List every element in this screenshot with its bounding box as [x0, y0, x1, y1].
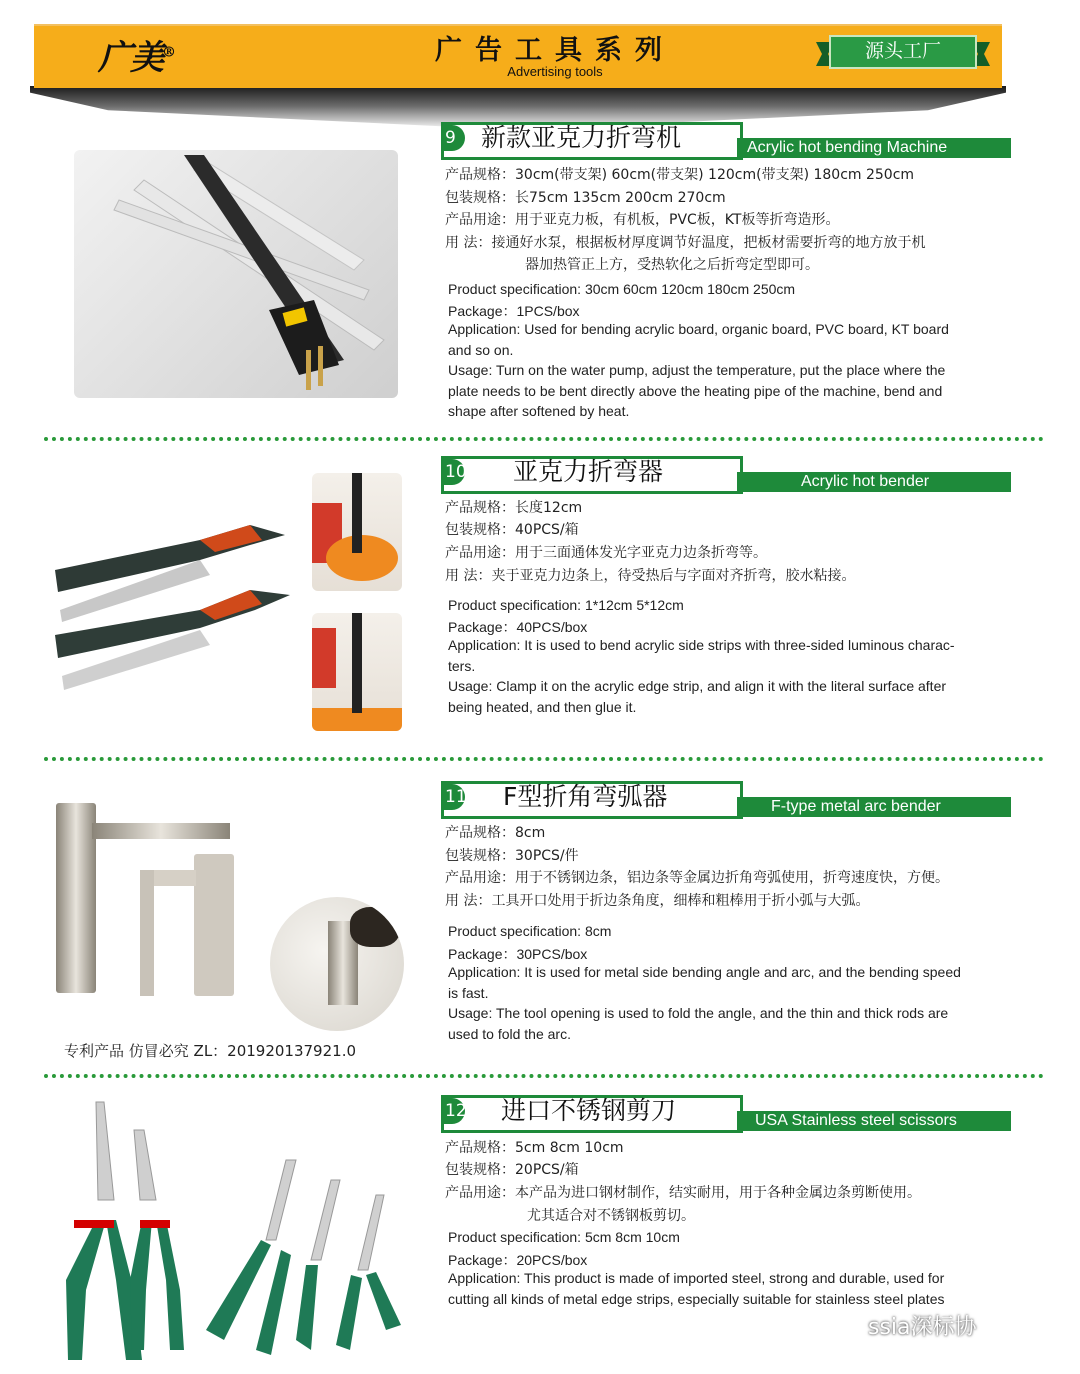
section-title-cn: F型折角弯弧器 — [503, 782, 668, 811]
series-title-cn: 广告工具系列 — [435, 35, 675, 66]
spec-line: 产品规格：8cm — [445, 825, 546, 841]
english-line: Usage: Turn on the water pump, adjust the temperature, put the place where the — [448, 362, 946, 378]
english-line: Product specification: 30cm 60cm 120cm 180cm 250cm — [448, 281, 796, 297]
english-line: is fast. — [448, 985, 489, 1001]
dotted-divider — [44, 1074, 1044, 1078]
patent-note: 专利产品 仿冒必究 ZL：201920137921.0 — [64, 1042, 357, 1060]
product-image-bending-machine — [74, 150, 398, 398]
bender-tool — [352, 613, 362, 713]
orange-cylinder — [326, 535, 398, 581]
english-line: ters. — [448, 658, 476, 674]
english-line: Product specification: 1*12cm 5*12cm — [448, 597, 684, 613]
section-title-cn: 新款亚克力折弯机 — [481, 123, 682, 152]
spec-line: 产品用途：用于不锈钢边条，铝边条等金属边折角弯弧使用，折弯速度快，方便。 — [445, 870, 949, 886]
dotted-divider — [44, 757, 1044, 761]
section-title-cn: 进口不锈钢剪刀 — [501, 1096, 677, 1125]
red-letter-block — [312, 628, 336, 688]
hand-shape — [350, 907, 400, 947]
usage-photo-arc-bender — [270, 897, 404, 1031]
spec-line: 产品用途：本产品为进口钢材制作，结实耐用，用于各种金属边条剪断使用。 — [445, 1185, 921, 1201]
spec-line: 用 法：工具开口处用于折边条角度，细棒和粗棒用于折小弧与大弧。 — [445, 893, 870, 909]
english-line: shape after softened by heat. — [448, 403, 630, 419]
section-number: 12 — [444, 1098, 465, 1124]
spec-line: 产品用途：用于三面通体发光字亚克力边条折弯等。 — [445, 545, 767, 561]
usage-photo-1 — [312, 473, 402, 591]
english-line: Package：1PCS/box — [448, 303, 580, 319]
section-number: 10 — [444, 459, 465, 485]
english-line: being heated, and then glue it. — [448, 699, 637, 715]
spec-line: 用 法：接通好水泵，根据板材厚度调节好温度，把板材需要折弯的地方放于机 — [445, 235, 926, 251]
english-line: Product specification: 8cm — [448, 923, 612, 939]
english-line: Package：40PCS/box — [448, 619, 588, 635]
spec-line: 包装规格：20PCS/箱 — [445, 1162, 579, 1178]
logo-text: 广美 — [98, 38, 162, 78]
dotted-divider — [44, 437, 1044, 441]
english-line: used to fold the arc. — [448, 1026, 571, 1042]
spec-line: 产品规格：5cm 8cm 10cm — [445, 1140, 624, 1156]
spec-line: 产品规格：30cm(带支架) 60cm(带支架) 120cm(带支架) 180cm 250cm — [445, 167, 915, 183]
bending-machine-illustration — [74, 150, 398, 398]
spec-line: 产品用途：用于亚克力板，有机板，PVC板，KT板等折弯造形。 — [445, 212, 840, 228]
spec-line: 器加热管正上方，受热软化之后折弯定型即可。 — [525, 257, 819, 273]
section-title-cn: 亚克力折弯器 — [513, 457, 664, 486]
section-12-heading — [441, 1095, 1013, 1129]
english-line: Package：20PCS/box — [448, 1252, 588, 1268]
product-image-scissors — [56, 1100, 426, 1370]
section-title-en: F-type metal arc bender — [771, 798, 941, 815]
series-title-en: Advertising tools — [507, 64, 603, 79]
section-9-heading — [441, 122, 1013, 156]
spec-line: 包装规格：长75cm 135cm 200cm 270cm — [445, 190, 726, 206]
english-line: Application: Used for bending acrylic board, organic board, PVC board, KT board — [448, 321, 949, 337]
english-line: Application: It is used to bend acrylic side strips with three-sided luminous charac- — [448, 637, 955, 653]
bender-tool — [352, 473, 362, 553]
english-line: Application: This product is made of imported steel, strong and durable, used for — [448, 1270, 945, 1286]
brand-logo — [98, 30, 174, 79]
registered-mark: ® — [162, 44, 174, 61]
spec-line: 产品规格：长度12cm — [445, 500, 583, 516]
english-line: Usage: The tool opening is used to fold the angle, and the thin and thick rods are — [448, 1005, 949, 1021]
english-line: Package：30PCS/box — [448, 946, 588, 962]
english-line: Application: It is used for metal side bending angle and arc, and the bending speed — [448, 964, 961, 980]
spec-line: 包装规格：40PCS/箱 — [445, 522, 579, 538]
section-number: 11 — [444, 784, 465, 810]
wechat-icon — [836, 1308, 868, 1334]
section-11-heading — [441, 781, 1013, 815]
section-title-en: USA Stainless steel scissors — [755, 1112, 957, 1129]
source-factory-badge: 源头工厂 — [864, 40, 941, 62]
section-title-en: Acrylic hot bending Machine — [747, 139, 948, 156]
english-line: Product specification: 5cm 8cm 10cm — [448, 1229, 680, 1245]
english-line: cutting all kinds of metal edge strips, especially suitable for stainless steel plates — [448, 1291, 945, 1307]
spec-line: 用 法：夹于亚克力边条上，待受热后与字面对齐折弯，胶水粘接。 — [445, 568, 856, 584]
section-title-en: Acrylic hot bender — [801, 473, 930, 490]
product-image-hot-bender — [50, 500, 300, 700]
english-line: Usage: Clamp it on the acrylic edge strip, and align it with the literal surface after — [448, 678, 947, 694]
product-image-arc-bender-2 — [136, 850, 266, 1000]
usage-photo-2 — [312, 613, 402, 731]
spec-line: 尤其适合对不锈钢板剪切。 — [527, 1208, 695, 1224]
spec-line: 包装规格：30PCS/件 — [445, 848, 579, 864]
section-10-heading — [441, 456, 1013, 490]
section-number: 9 — [444, 125, 465, 151]
english-line: plate needs to be bent directly above the heating pipe of the machine, bend and — [448, 383, 943, 399]
english-line: and so on. — [448, 342, 514, 358]
watermark-text: ssia深标协 — [868, 1315, 977, 1340]
